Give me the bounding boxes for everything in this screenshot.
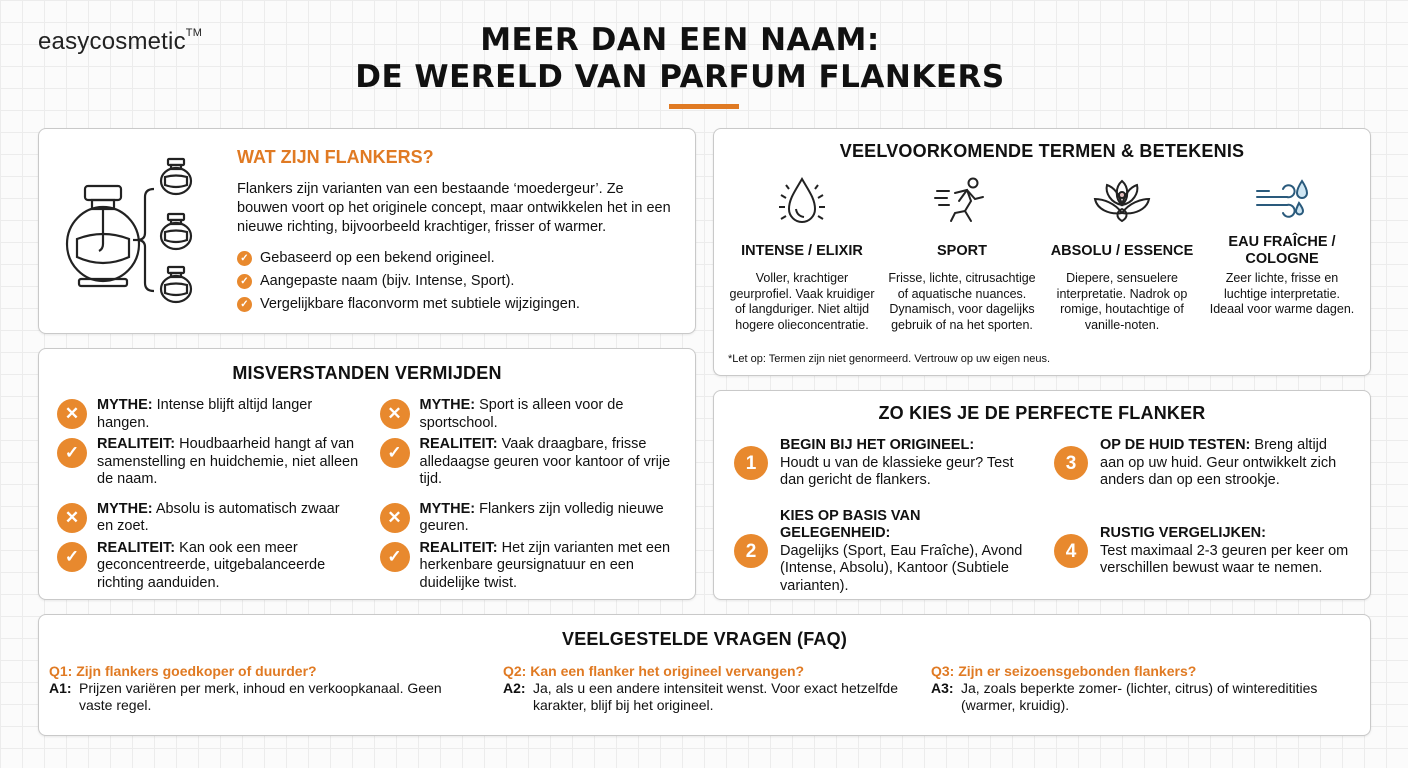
section-title: MISVERSTANDEN VERMIJDEN: [232, 363, 502, 383]
list-item: [237, 247, 677, 270]
step-number-badge: 4: [1054, 534, 1088, 568]
reality-label: REALITEIT:: [419, 539, 498, 556]
reality-label: REALITEIT:: [97, 436, 176, 452]
check-icon: ✓: [237, 251, 252, 266]
step-item: [734, 437, 1034, 490]
reality-text: Houdbaarheid hangt af van samenstelling en huidchemie, niet alleen de naam.: [97, 436, 359, 487]
feature-list: [237, 247, 677, 316]
drop-icon: [722, 169, 882, 233]
check-icon: ✓: [57, 542, 87, 572]
list-item: [237, 293, 677, 316]
wind-drops-icon: [1202, 169, 1362, 233]
reality-item: [380, 436, 683, 489]
page-title: [300, 22, 1060, 96]
check-icon: ✓: [57, 438, 87, 468]
term-desc: Diepere, sensuelere interpretatie. Nadrok op romige, houtachtige of vanille-noten.: [1056, 271, 1188, 332]
myth-item: [57, 501, 360, 536]
step-text: Breng altijd aan op uw huid. Geur ontwikkelt zich anders dan op een strookje.: [1100, 437, 1337, 488]
term-name: SPORT: [937, 242, 987, 259]
faq-answer: Ja, zoals beperkte zomer- (lichter, citrus) of wintereditities (warmer, kruidig).: [961, 680, 1318, 713]
brand-name: easycosmetic: [38, 28, 186, 55]
faq-item: [503, 663, 931, 714]
myth-text: Intense blijft altijd langer hangen.: [97, 397, 313, 431]
step-number-badge: 1: [734, 446, 768, 480]
term-desc: Zeer lichte, frisse en luchtige interpretatie. Ideaal voor warme dagen.: [1209, 271, 1355, 316]
check-icon: ✓: [380, 438, 410, 468]
myth-item: [380, 501, 683, 536]
myth-text: Flankers zijn volledig nieuwe geuren.: [419, 500, 664, 534]
step-number-badge: 2: [734, 534, 768, 568]
step-number-badge: 3: [1054, 446, 1088, 480]
faq-answer-label: A3:: [931, 680, 954, 696]
faq-answer-label: A1:: [49, 680, 72, 696]
faq-answer-label: A2:: [503, 680, 526, 696]
step-heading: OP DE HUID TESTEN:: [1100, 437, 1251, 453]
terms-note: *Let op: Termen zijn niet genormeerd. Vertrouw op uw eigen neus.: [728, 353, 1051, 365]
reality-item: [380, 540, 683, 593]
step-heading: RUSTIG VERGELIJKEN:: [1100, 525, 1266, 541]
step-item: [1054, 437, 1354, 490]
section-title: WAT ZIJN FLANKERS?: [237, 147, 434, 167]
reality-text: Het zijn varianten met een herkenbare geursignatuur en een duidelijke twist.: [419, 539, 671, 591]
intro-text: Flankers zijn varianten van een bestaande ‘moedergeur’. Ze bouwen voort op het originele concept, maar ontwikkelen het in een nieuwe richting, bijvoorbeeld krachtiger, frisser of warmer.: [237, 181, 671, 235]
faq-question: Q3: Zijn er seizoensgebonden flankers?: [931, 663, 1197, 679]
myth-label: MYTHE:: [97, 397, 153, 413]
list-item-text: Aangepaste naam (bijv. Intense, Sport).: [260, 273, 515, 289]
myth-item: [57, 397, 360, 432]
faq-card: [38, 614, 1371, 736]
cross-icon: ✕: [380, 503, 410, 533]
faq-item: [931, 663, 1359, 714]
list-item-text: Gebaseerd op een bekend origineel.: [260, 250, 495, 266]
faq-question: Q1: Zijn flankers goedkoper of duurder?: [49, 663, 317, 679]
reality-text: Vaak draagbare, frisse alledaagse geuren voor kantoor of vrije tijd.: [419, 436, 671, 487]
reality-label: REALITEIT:: [97, 539, 176, 556]
cross-icon: ✕: [57, 503, 87, 533]
terms-card: [713, 128, 1371, 376]
myth-item: [380, 397, 683, 432]
brand-logo: [38, 28, 202, 56]
term-desc: Frisse, lichte, citrusachtige of aquatische nuances. Dynamisch, voor dagelijks gebruik of na het sporten.: [888, 271, 1036, 332]
term-desc: Voller, krachtiger geurprofiel. Vaak kruidiger of langduriger. Niet altijd hogere olieconcentratie.: [729, 271, 875, 332]
runner-icon: [882, 169, 1042, 233]
faq-question: Q2: Kan een flanker het origineel vervangen?: [503, 663, 805, 679]
term-sport: [882, 169, 1042, 333]
faq-answer: Prijzen variëren per merk, inhoud en verkoopkanaal. Geen vaste regel.: [79, 680, 442, 713]
myth-label: MYTHE:: [419, 500, 476, 517]
step-text: Houdt u van de klassieke geur? Test dan gericht de flankers.: [780, 454, 1014, 488]
list-item-text: Vergelijkbare flaconvorm met subtiele wijzigingen.: [260, 296, 580, 312]
reality-text: Kan ook een meer geconcentreerde, uitgebalanceerde richting aanduiden.: [97, 539, 326, 591]
section-title: VEELGESTELDE VRAGEN (FAQ): [561, 629, 848, 649]
check-icon: ✓: [237, 274, 252, 289]
reality-label: REALITEIT:: [419, 436, 498, 452]
reality-item: [57, 540, 360, 593]
myth-text: Absolu is automatisch zwaar en zoet.: [97, 500, 340, 534]
title-accent-bar: [669, 104, 739, 109]
check-icon: ✓: [237, 297, 252, 312]
trademark: TM: [185, 27, 203, 39]
perfume-family-icon: [59, 149, 219, 314]
term-name: ABSOLU / ESSENCE: [1050, 242, 1194, 259]
step-item: [1054, 508, 1354, 596]
myths-column-right: [380, 397, 683, 596]
myths-column-left: [57, 397, 360, 596]
step-text: Test maximaal 2-3 geuren per keer om verschillen bewust waar te nemen.: [1100, 542, 1349, 576]
term-eau-fraiche: [1202, 169, 1362, 333]
cross-icon: ✕: [57, 399, 87, 429]
myth-text: Sport is alleen voor de sportschool.: [419, 397, 624, 431]
term-absolu: [1042, 169, 1202, 333]
myths-card: [38, 348, 696, 600]
step-item: [734, 508, 1034, 596]
faq-item: [49, 663, 477, 714]
section-title: ZO KIES JE DE PERFECTE FLANKER: [878, 403, 1206, 423]
faq-answer: Ja, als u een andere intensiteit wenst. Voor exact hetzelfde karakter, blijf bij het origineel.: [533, 680, 899, 713]
list-item: [237, 270, 677, 293]
cross-icon: ✕: [380, 399, 410, 429]
what-are-flankers-card: [38, 128, 696, 334]
title-line-2: DE WERELD VAN PARFUM FLANKERS: [355, 59, 1005, 95]
term-intense: [722, 169, 882, 333]
reality-item: [57, 436, 360, 489]
lotus-icon: [1042, 169, 1202, 233]
check-icon: ✓: [380, 542, 410, 572]
section-title: VEELVOORKOMENDE TERMEN & BETEKENIS: [839, 141, 1245, 161]
step-heading: BEGIN BIJ HET ORIGINEEL:: [780, 437, 975, 453]
title-line-1: MEER DAN EEN NAAM:: [480, 22, 880, 58]
myth-label: MYTHE:: [97, 500, 153, 517]
choose-card: [713, 390, 1371, 600]
myth-label: MYTHE:: [419, 397, 476, 413]
step-text: Dagelijks (Sport, Eau Fraîche), Avond (Intense, Absolu), Kantoor (Subtiele varianten).: [780, 542, 1023, 594]
term-name: EAU FRAÎCHE / COLOGNE: [1228, 234, 1336, 267]
step-heading: KIES OP BASIS VAN GELEGENHEID:: [780, 507, 921, 541]
term-name: INTENSE / ELIXIR: [741, 242, 863, 259]
